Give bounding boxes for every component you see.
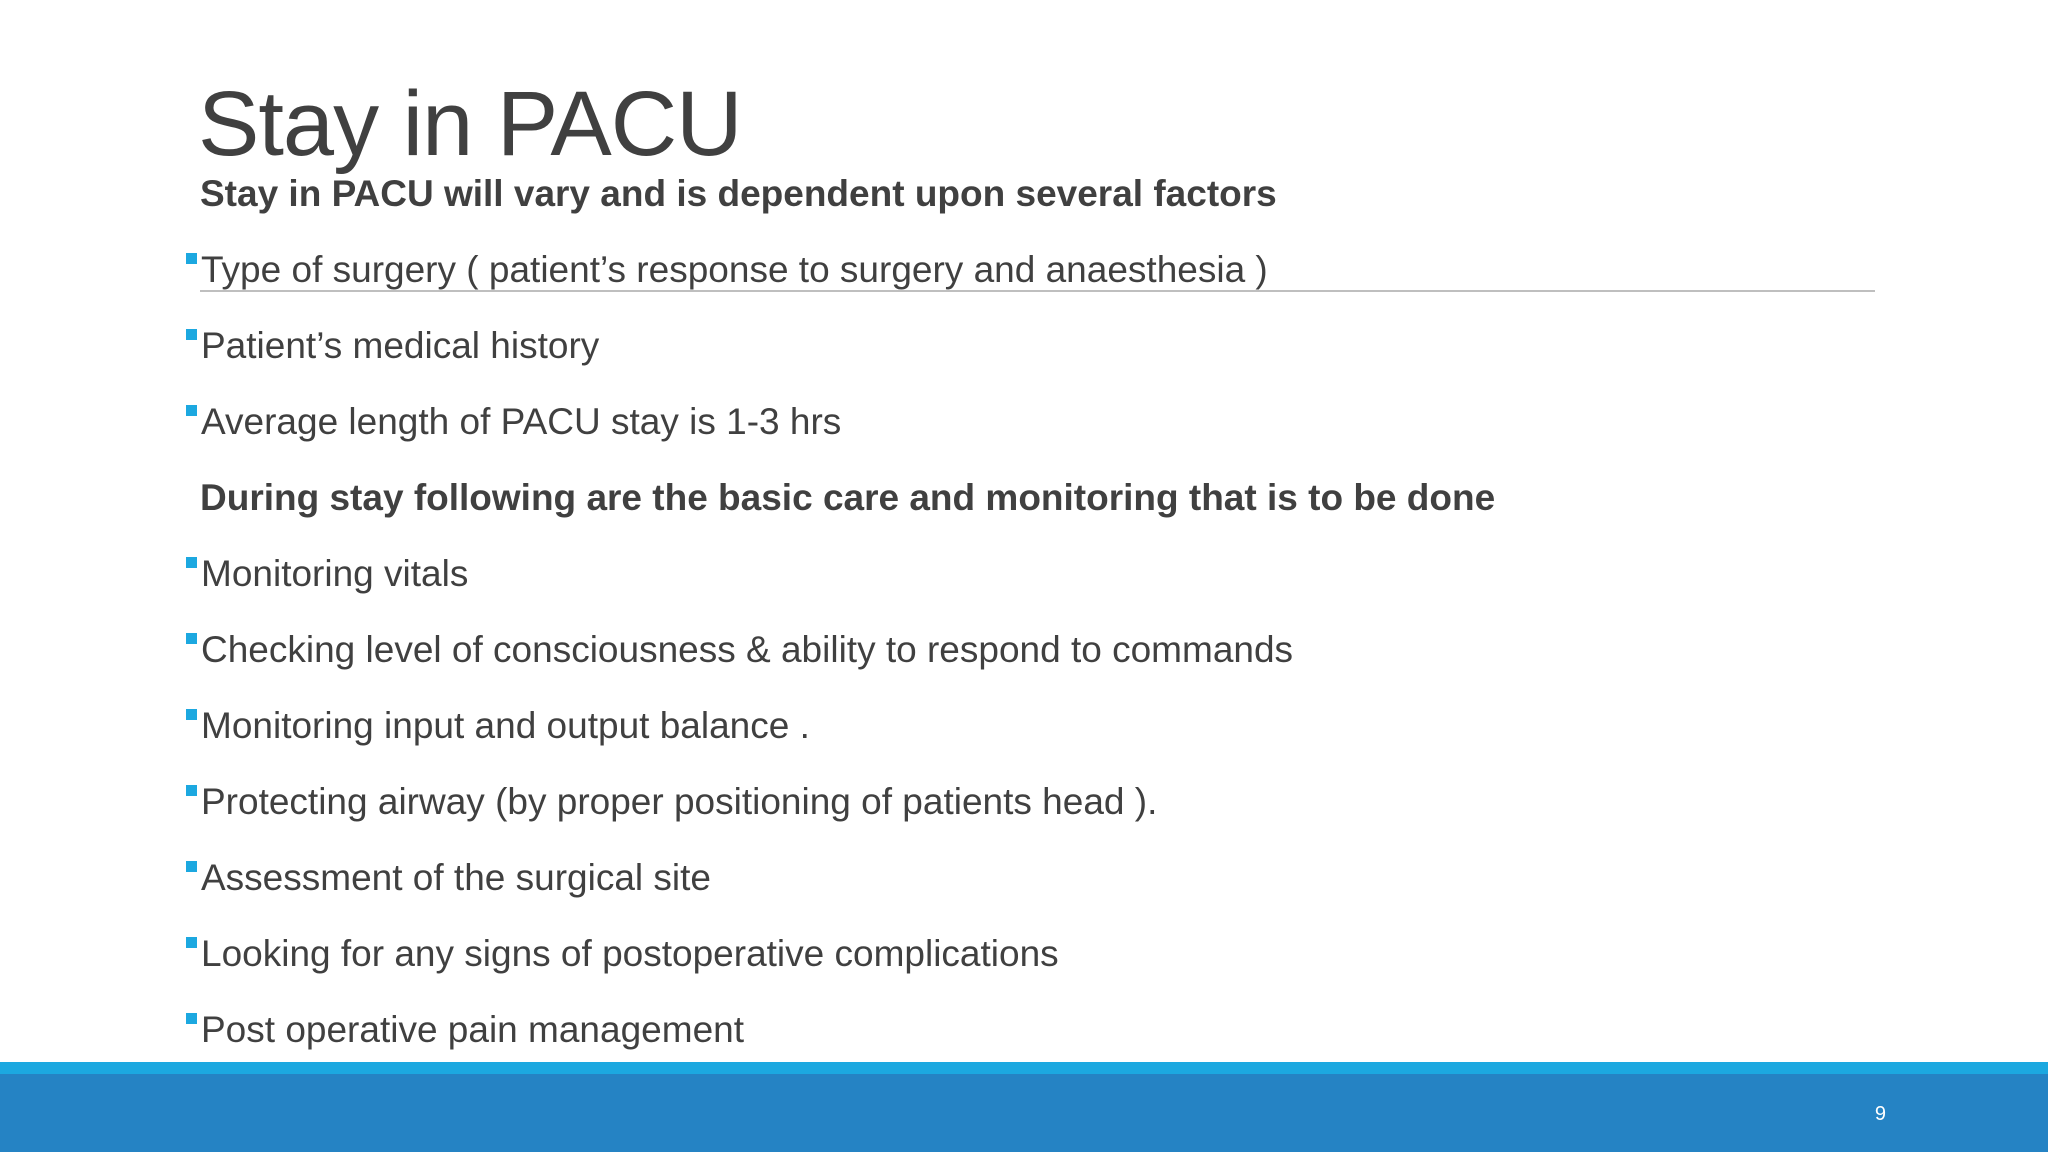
page-number: 9 xyxy=(1874,1103,1886,1125)
list-item-factor xyxy=(186,400,841,444)
list-item-care xyxy=(186,856,711,900)
subheading-care: During stay following are the basic care and monitoring that is to be done xyxy=(200,477,1496,518)
footer-accent-stripe xyxy=(0,1062,2048,1074)
square-bullet-icon xyxy=(186,633,197,644)
list-item-text: Looking for any signs of postoperative complications xyxy=(201,933,1059,974)
list-item-text: Monitoring vitals xyxy=(201,553,469,594)
square-bullet-icon xyxy=(186,253,197,264)
list-item-text: Protecting airway (by proper positioning of patients head ). xyxy=(201,781,1158,822)
list-item-factor xyxy=(186,324,599,368)
list-item-care xyxy=(186,780,1157,824)
list-item-text: Type of surgery ( patient’s response to surgery and anaesthesia ) xyxy=(201,249,1268,290)
footer-bar xyxy=(0,1074,2048,1152)
square-bullet-icon xyxy=(186,709,197,720)
list-item-text: Post operative pain management xyxy=(201,1009,745,1050)
list-item-care xyxy=(186,704,810,748)
list-item-text: Assessment of the surgical site xyxy=(201,857,711,898)
subheading-factors: Stay in PACU will vary and is dependent upon several factors xyxy=(200,173,1277,214)
list-item-care xyxy=(186,552,468,596)
list-item-text: Checking level of consciousness & ability to respond to commands xyxy=(201,629,1294,670)
square-bullet-icon xyxy=(186,785,197,796)
list-item-text: Average length of PACU stay is 1-3 hrs xyxy=(201,401,842,442)
square-bullet-icon xyxy=(186,1013,197,1024)
square-bullet-icon xyxy=(186,557,197,568)
list-item-care xyxy=(186,628,1293,672)
square-bullet-icon xyxy=(186,329,197,340)
list-item-text: Monitoring input and output balance . xyxy=(201,705,810,746)
list-item-text: Patient’s medical history xyxy=(201,325,600,366)
square-bullet-icon xyxy=(186,861,197,872)
square-bullet-icon xyxy=(186,405,197,416)
square-bullet-icon xyxy=(186,937,197,948)
list-item-care xyxy=(186,1008,744,1052)
list-item-care xyxy=(186,932,1059,976)
slide-title: Stay in PACU xyxy=(198,73,742,175)
list-item-factor xyxy=(186,248,1268,292)
